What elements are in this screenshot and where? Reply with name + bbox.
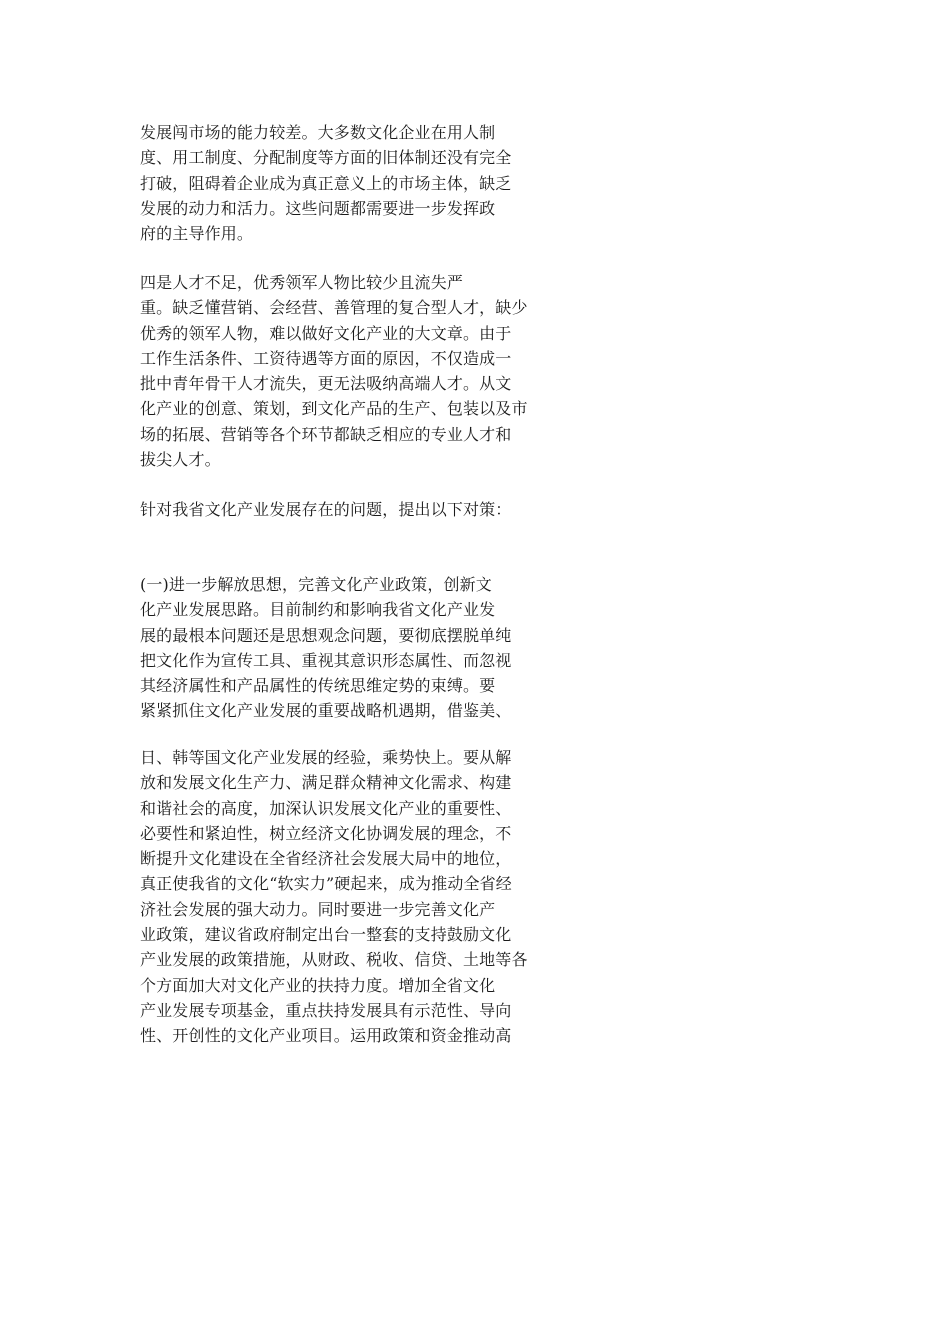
text-line: 产业发展的政策措施，从财政、税收、信贷、土地等各: [140, 950, 528, 970]
text-line: 个方面加大对文化产业的扶持力度。增加全省文化: [140, 975, 496, 995]
text-line: 发展闯市场的能力较差。大多数文化企业在用人制: [140, 123, 496, 142]
text-line: 场的拓展、营销等各个环节都缺乏相应的专业人才和: [140, 424, 512, 444]
text-line: 度、用工制度、分配制度等方面的旧体制还没有完全: [140, 148, 512, 168]
paragraph-2: [140, 270, 560, 472]
text-line: 优秀的领军人物，难以做好文化产业的大文章。由于: [140, 323, 512, 343]
text-line: 重。缺乏懂营销、会经营、善管理的复合型人才，缺少: [140, 298, 528, 318]
text-line: 府的主导作用。: [140, 224, 254, 244]
text-line: 产业发展专项基金，重点扶持发展具有示范性、导向: [140, 1000, 512, 1020]
text-line: (一)进一步解放思想，完善文化产业政策，创新文: [140, 575, 492, 594]
text-line: 批中青年骨干人才流失，更无法吸纳高端人才。从文: [140, 374, 512, 394]
text-line: 化产业发展思路。目前制约和影响我省文化产业发: [140, 600, 496, 620]
text-line: 和谐社会的高度，加深认识发展文化产业的重要性、: [140, 798, 512, 818]
text-line: 把文化作为宣传工具、重视其意识形态属性、而忽视: [140, 650, 512, 670]
paragraph-4: [140, 572, 560, 724]
text-line: 展的最根本问题还是思想观念问题，要彻底摆脱单纯: [140, 625, 512, 645]
text-line: 真正使我省的文化“软实力”硬起来，成为推动全省经: [140, 874, 512, 894]
text-line: 其经济属性和产品属性的传统思维定势的束缚。要: [140, 676, 496, 696]
text-line: 拔尖人才。: [140, 450, 221, 470]
paragraph-1: [140, 120, 560, 246]
text-line: 紧紧抓住文化产业发展的重要战略机遇期，借鉴美、: [140, 701, 512, 721]
paragraph-3: [140, 497, 560, 522]
text-line: 性、开创性的文化产业项目。运用政策和资金推动高: [140, 1026, 512, 1046]
text-line: 断提升文化建设在全省经济社会发展大局中的地位，: [140, 849, 512, 869]
text-line: 业政策，建议省政府制定出台一整套的支持鼓励文化: [140, 925, 512, 945]
paragraph-5: [140, 745, 560, 1049]
text-line: 四是人才不足，优秀领军人物比较少且流失严: [140, 273, 464, 292]
text-line: 日、韩等国文化产业发展的经验，乘势快上。要从解: [140, 748, 512, 767]
text-line: 化产业的创意、策划，到文化产品的生产、包装以及市: [140, 399, 528, 419]
text-line: 济社会发展的强大动力。同时要进一步完善文化产: [140, 899, 496, 919]
text-line: 必要性和紧迫性，树立经济文化协调发展的理念，不: [140, 823, 512, 843]
text-line: 打破，阻碍着企业成为真正意义上的市场主体，缺乏: [140, 173, 512, 193]
text-line: 工作生活条件、工资待遇等方面的原因，不仅造成一: [140, 348, 512, 368]
text-line: 放和发展文化生产力、满足群众精神文化需求、构建: [140, 773, 512, 793]
text-line: 针对我省文化产业发展存在的问题，提出以下对策：: [140, 500, 512, 519]
text-line: 发展的动力和活力。这些问题都需要进一步发挥政: [140, 198, 496, 218]
